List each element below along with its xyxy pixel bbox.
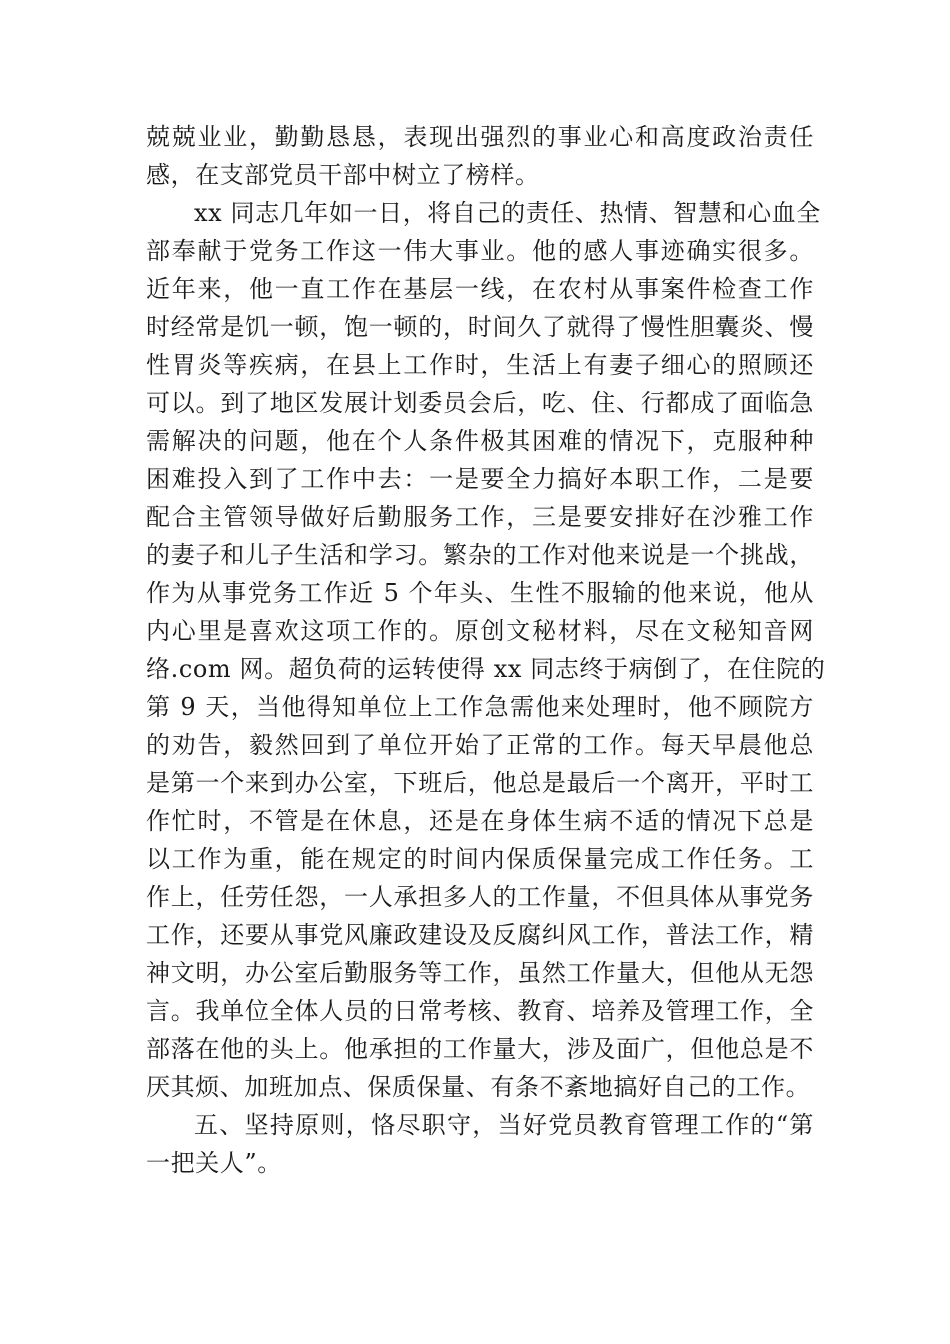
paragraph-line: 言。我单位全体人员的日常考核、教育、培养及管理工作，全	[146, 997, 814, 1025]
paragraph-line: 的劝告，毅然回到了单位开始了正常的工作。每天早晨他总	[146, 731, 814, 759]
paragraph-line: 工作，还要从事党风廉政建设及反腐纠风工作，普法工作，精	[146, 921, 814, 949]
paragraph-line: 作忙时，不管是在休息，还是在身体生病不适的情况下总是	[146, 807, 814, 835]
paragraph-line: 一把关人”。	[146, 1149, 282, 1177]
paragraph-line: 近年来，他一直工作在基层一线，在农村从事案件检查工作	[146, 275, 814, 303]
paragraph-3	[146, 1106, 814, 1182]
paragraph-line: 内心里是喜欢这项工作的。原创文秘材料，尽在文秘知音网	[146, 617, 814, 645]
paragraph-line: 时经常是饥一顿，饱一顿的，时间久了就得了慢性胆囊炎、慢	[146, 313, 814, 341]
paragraph-line: 作为从事党务工作近 5 个年头、生性不服输的他来说，他从	[146, 579, 814, 607]
paragraph-line: 厌其烦、加班加点、保质保量、有条不紊地搞好自己的工作。	[146, 1073, 811, 1101]
paragraph-line: 络.com 网。超负荷的运转使得 xx 同志终于病倒了，在住院的	[146, 655, 826, 683]
paragraph-line: xx 同志几年如一日，将自己的责任、热情、智慧和心血全	[194, 199, 821, 227]
paragraph-line: 的妻子和儿子生活和学习。繁杂的工作对他来说是一个挑战，	[146, 541, 814, 569]
paragraph-line: 是第一个来到办公室，下班后，他总是最后一个离开，平时工	[146, 769, 814, 797]
paragraph-line: 兢兢业业，勤勤恳恳，表现出强烈的事业心和高度政治责任	[146, 123, 814, 151]
paragraph-line: 需解决的问题，他在个人条件极其困难的情况下，克服种种	[146, 427, 814, 455]
paragraph-line: 以工作为重，能在规定的时间内保质保量完成工作任务。工	[146, 845, 814, 873]
paragraph-line: 困难投入到了工作中去：一是要全力搞好本职工作，二是要	[146, 465, 814, 493]
paragraph-line: 部奉献于党务工作这一伟大事业。他的感人事迹确实很多。	[146, 237, 814, 265]
paragraph-line: 性胃炎等疾病，在县上工作时，生活上有妻子细心的照顾还	[146, 351, 814, 379]
document-body	[146, 118, 826, 1182]
paragraph-line: 部落在他的头上。他承担的工作量大，涉及面广，但他总是不	[146, 1035, 814, 1063]
paragraph-line: 神文明，办公室后勤服务等工作，虽然工作量大，但他从无怨	[146, 959, 814, 987]
paragraph-line: 配合主管领导做好后勤服务工作，三是要安排好在沙雅工作	[146, 503, 814, 531]
paragraph-line: 感，在支部党员干部中树立了榜样。	[146, 161, 540, 189]
paragraph-line: 作上，任劳任怨，一人承担多人的工作量，不但具体从事党务	[146, 883, 814, 911]
paragraph-line: 第 9 天，当他得知单位上工作急需他来处理时，他不顾院方	[146, 693, 814, 721]
paragraph-line: 可以。到了地区发展计划委员会后，吃、住、行都成了面临急	[146, 389, 814, 417]
paragraph-2	[146, 194, 826, 1106]
paragraph-1	[146, 118, 814, 194]
paragraph-line: 五、坚持原则，恪尽职守，当好党员教育管理工作的“第	[194, 1111, 814, 1139]
